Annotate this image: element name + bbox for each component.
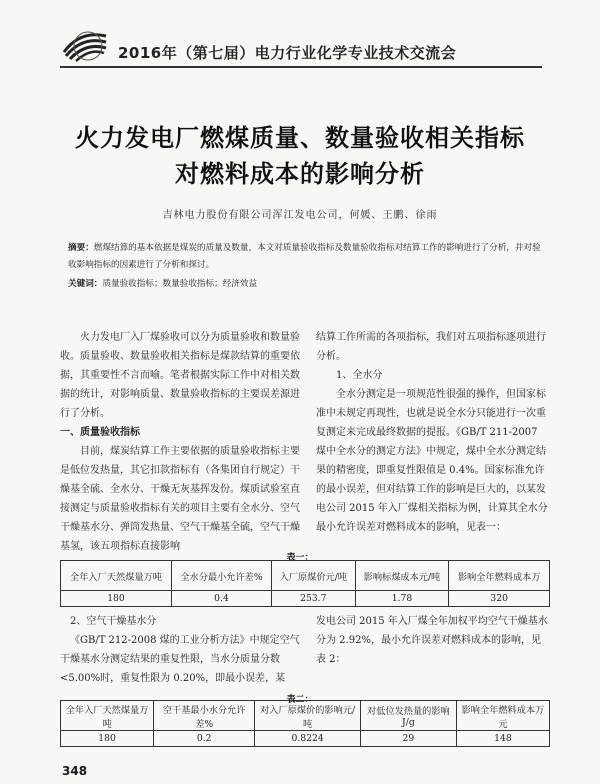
table2-header: 影响全年燃料成本万元 — [456, 701, 549, 731]
subsection-air-dry-moisture: 2、空气干燥基水分 — [70, 616, 157, 627]
page-number: 348 — [62, 764, 88, 778]
table2-row — [61, 731, 550, 747]
table1-cell: 180 — [61, 591, 172, 607]
conference-logo — [60, 26, 110, 66]
abstract — [68, 240, 548, 274]
table1-header: 全水分最小允许差% — [171, 561, 271, 591]
table1-caption: 表一： — [286, 553, 314, 563]
table1-header: 入厂原煤价元/吨 — [272, 561, 356, 591]
authors: 吉林电力股份有限公司浑江发电公司，何媛、王鹏、徐雨 — [162, 210, 438, 221]
table1-cell: 253.7 — [272, 591, 356, 607]
table1-header: 影响标煤成本元/吨 — [355, 561, 449, 591]
table2-header: 对低位发热量的影响J/g — [360, 701, 456, 731]
table1-header: 全年入厂天然煤量万吨 — [61, 561, 172, 591]
paper-title-line2: 对燃料成本的影响分析 — [175, 160, 425, 188]
intro-paragraph: 火力发电厂入厂煤验收可以分为质量验收和数量验收。质量验收、数量验收相关指标是煤款结算的重要依据，其重要性不言而喻。笔者根据实际工作中对相关数据的统计，对影响质量、数量验收指标的主要误差源进行了分析。 — [60, 332, 300, 419]
table2-cell: 29 — [360, 731, 456, 747]
section-heading-quality: 一、质量验收指标 — [60, 427, 140, 438]
table1 — [60, 560, 550, 607]
table1-cell: 1.78 — [355, 591, 449, 607]
paper-title-line1: 火力发电厂燃煤质量、数量验收相关指标 — [75, 124, 525, 152]
keywords-label: 关键词： — [68, 279, 103, 289]
subsection-total-moisture: 1、全水分 — [336, 370, 383, 381]
keywords-text: 质量验收指标；数量验收指标；经济效益 — [102, 279, 258, 289]
table2-cell: 180 — [61, 731, 154, 747]
globe-logo-icon — [60, 26, 110, 66]
table1-row — [61, 591, 550, 607]
air-dry-moisture-paragraph: 《GB/T 212-2008 煤的工业分析方法》中规定空气干燥基水分测定结果的重复性限，当水分质量分数<5.00%时，重复性限为 0.20%，即最小误差，某 — [60, 635, 300, 684]
keywords — [68, 276, 548, 293]
abstract-label: 摘要： — [68, 243, 94, 253]
right-column-lower — [316, 612, 550, 669]
table2-cell: 0.8224 — [255, 731, 361, 747]
quality-paragraph: 目前，煤炭结算工作主要依据的质量验收指标主要是低位发热量，其它扣款指标有（各集团自行规定）干燥基全硫、全水分、干燥无灰基挥发份。煤质试验室直接测定与质量验收指标有关的项目主要有全水分、空气干燥基水分、弹筒发热量、空气干燥基全硫，空气干燥基氢，该五项指标直接影响 — [60, 446, 300, 552]
header-divider — [60, 66, 542, 68]
left-column-lower — [60, 612, 300, 688]
table2-header: 全年入厂天然煤量万吨 — [61, 701, 154, 731]
table2-cell: 0.2 — [154, 731, 255, 747]
table1-cell: 0.4 — [171, 591, 271, 607]
table2-cell: 148 — [456, 731, 549, 747]
left-column — [60, 328, 300, 556]
table2-caption: 表二： — [286, 695, 314, 705]
table2-header: 空干基最小水分允许差% — [154, 701, 255, 731]
continuation-paragraph: 结算工作所需的各项指标，我们对五项指标逐项进行分析。 — [316, 332, 546, 362]
abstract-text: 燃煤结算的基本依据是煤炭的质量及数量，本文对质量验收指标及数量验收指标对结算工作的影响进行了分析，并对验收影响指标的因素进行了分析和探讨。 — [68, 243, 541, 270]
table2 — [60, 700, 550, 747]
table2-header: 对入厂原煤价的影响元/吨 — [255, 701, 361, 731]
table1-cell: 320 — [449, 591, 550, 607]
table1-header: 影响全年燃料成本万 — [449, 561, 550, 591]
table2-header-row — [61, 701, 550, 731]
air-dry-moisture-continuation: 发电公司 2015 年入厂煤全年加权平均空气干燥基水分为 2.92%，最小允许误差对燃料成本的影响，见表 2： — [316, 616, 548, 665]
conference-title: 2016年（第七届）电力行业化学专业技术交流会 — [118, 44, 457, 62]
total-moisture-paragraph: 全水分测定是一项规范性很强的操作，但国家标准中未规定再现性，也就是说全水分只能进行一次重复测定来完成最终数据的提报。《GB/T 211-2007 煤中全水分的测定方法》中规定，煤中全水分测定结果的精密度，即重复性限值是 0.4%。国家标准允许的最小误差，但对结算工作的影响是巨大的，以某发电公司 2015 年入厂煤相关指标为例，计算其全水分最小允许误差对燃料成本的影响，见表一： — [316, 389, 548, 533]
table1-header-row — [61, 561, 550, 591]
right-column — [316, 328, 550, 537]
